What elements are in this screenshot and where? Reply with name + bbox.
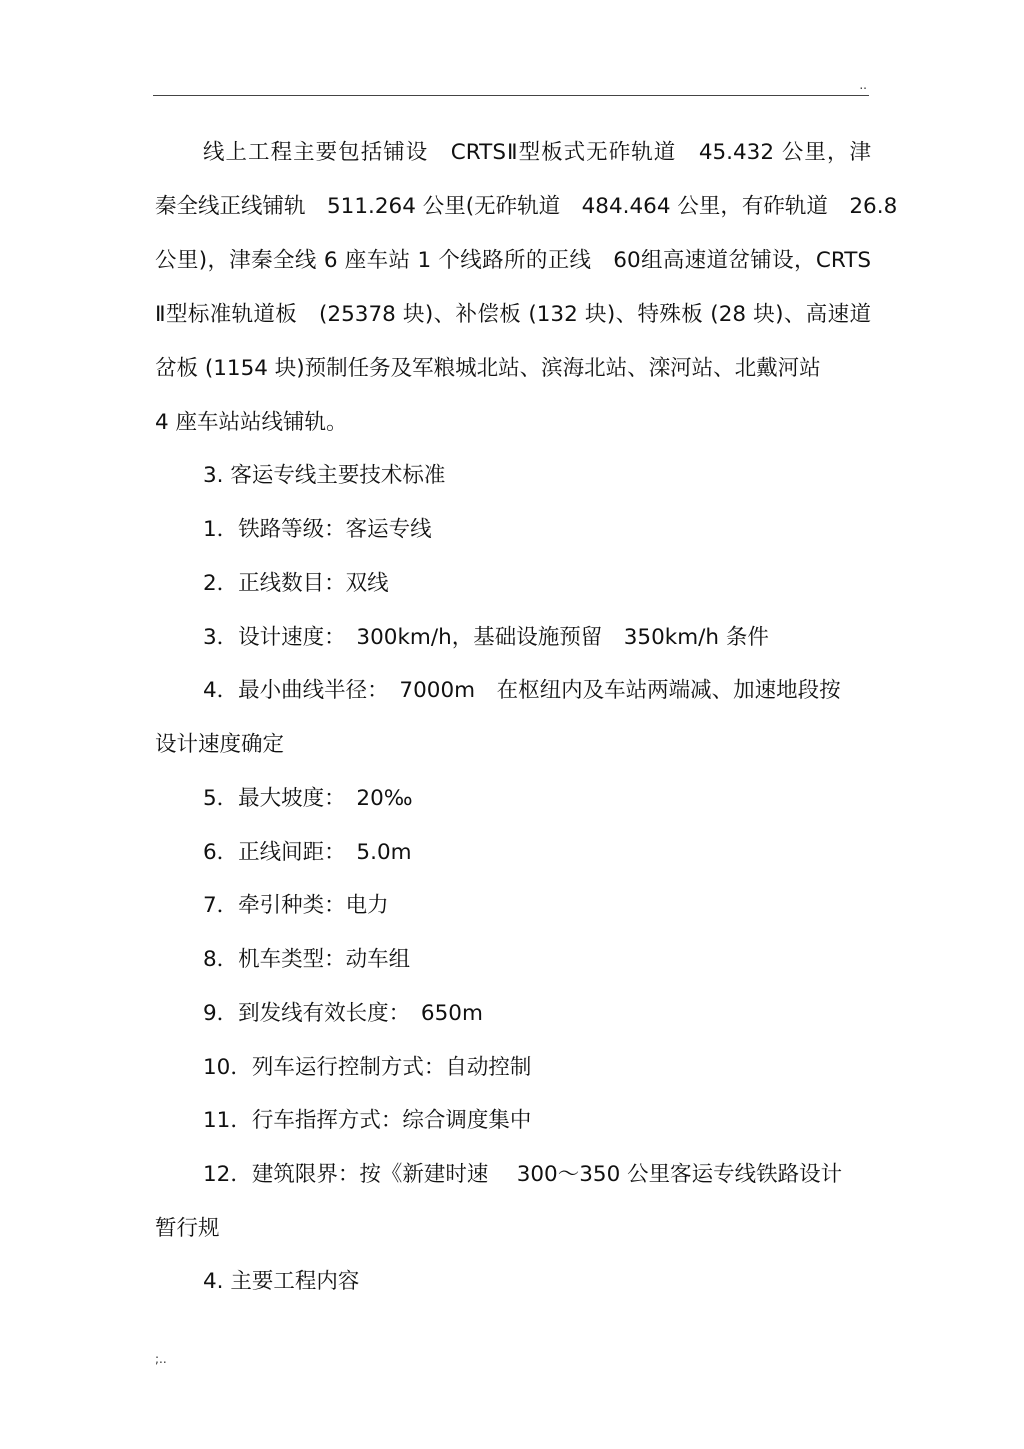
header-rule [153, 95, 869, 96]
paragraph-line-4: Ⅱ型标准轨道板 (25378 块)、补偿板 (132 块)、特殊板 (28 块)、高速道 [155, 302, 871, 327]
standard-item-12: 12．建筑限界：按《新建时速 300～350 公里客运专线铁路设计 [203, 1162, 843, 1187]
standard-item-3: 3．设计速度： 300km/h，基础设施预留 350km/h 条件 [203, 625, 769, 650]
standard-item-1: 1．铁路等级：客运专线 [203, 517, 432, 542]
standard-item-4: 4．最小曲线半径： 7000m 在枢纽内及车站两端减、加速地段按 [203, 678, 841, 703]
standard-item-5: 5．最大坡度： 20‰ [203, 786, 413, 811]
paragraph-line-3: 公里)，津秦全线 6 座车站 1 个线路所的正线 60组高速道岔铺设，CRTS [155, 248, 871, 273]
footer-mark: ;.. [155, 1352, 167, 1366]
standard-item-2: 2．正线数目：双线 [203, 571, 389, 596]
standard-item-4-continued: 设计速度确定 [155, 732, 285, 757]
standard-item-11: 11．行车指挥方式：综合调度集中 [203, 1108, 532, 1133]
standard-item-8: 8．机车类型：动车组 [203, 947, 411, 972]
section-3-title: 3. 客运专线主要技术标准 [203, 463, 446, 488]
section-4-title: 4. 主要工程内容 [203, 1269, 360, 1294]
standard-item-9: 9．到发线有效长度： 650m [203, 1001, 483, 1026]
standard-item-7: 7．牵引种类：电力 [203, 893, 389, 918]
standard-item-12-continued: 暂行规 [155, 1216, 220, 1241]
paragraph-line-5: 岔板 (1154 块)预制任务及军粮城北站、滨海北站、滦河站、北戴河站 [155, 356, 821, 381]
paragraph-line-6: 4 座车站站线铺轨。 [155, 410, 348, 435]
header-mark: .. [859, 78, 867, 92]
standard-item-10: 10．列车运行控制方式：自动控制 [203, 1055, 532, 1080]
standard-item-6: 6．正线间距： 5.0m [203, 840, 412, 865]
paragraph-line-1: 线上工程主要包括铺设 CRTSⅡ型板式无砟轨道 45.432 公里，津 [203, 140, 871, 165]
paragraph-line-2: 秦全线正线铺轨 511.264 公里(无砟轨道 484.464 公里，有砟轨道 26.8 [155, 194, 898, 219]
